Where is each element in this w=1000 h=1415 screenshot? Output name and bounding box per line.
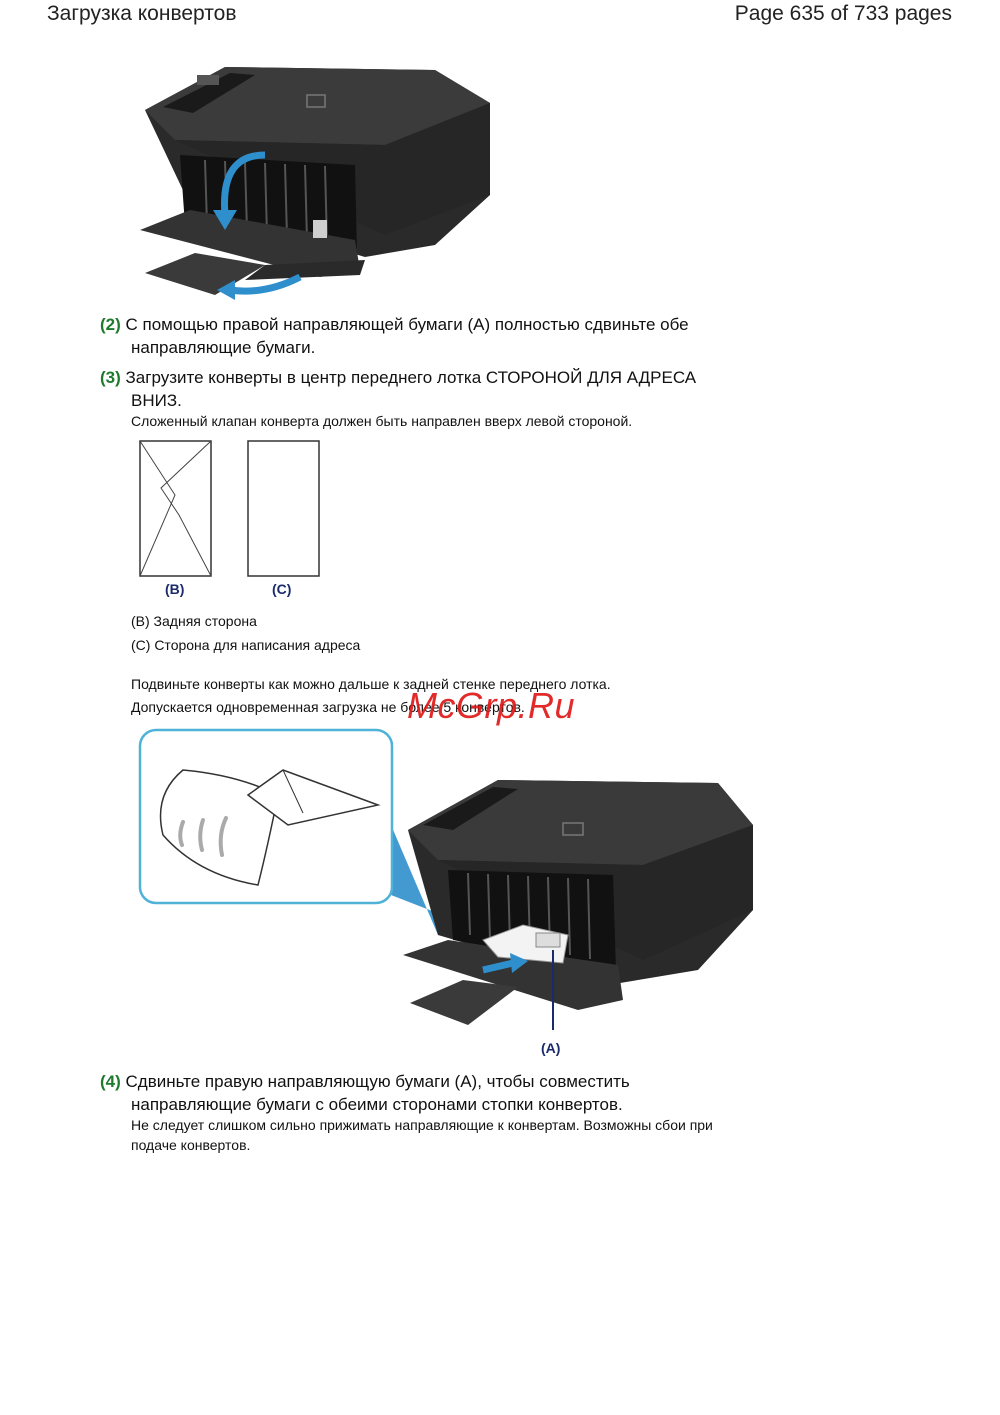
step-number: (2) bbox=[100, 315, 121, 334]
watermark: McGrp.Ru bbox=[407, 685, 576, 726]
step-text: С помощью правой направляющей бумаги (A) полностью сдвиньте обе bbox=[125, 315, 689, 334]
step-3-note: Сложенный клапан конверта должен быть направлен вверх левой стороной. bbox=[131, 413, 633, 429]
envelope-back-label: (B) bbox=[165, 581, 185, 597]
step-text: Загрузите конверты в центр переднего лотка СТОРОНОЙ ДЛЯ АДРЕСА bbox=[125, 368, 697, 387]
printer-open-tray-illustration bbox=[135, 45, 500, 305]
step-4-note-2: подаче конвертов. bbox=[131, 1137, 251, 1153]
envelope-front-label: (C) bbox=[272, 581, 292, 597]
step-4-continued: направляющие бумаги с обеими сторонами стопки конвертов. bbox=[131, 1095, 623, 1114]
step-4 bbox=[100, 1070, 630, 1093]
envelope-front-diagram bbox=[247, 440, 320, 578]
instruction-line-2: Допускается одновременная загрузка не более 5 конвертов. bbox=[131, 699, 525, 715]
step-text: Сдвиньте правую направляющую бумаги (A), чтобы совместить bbox=[125, 1072, 630, 1091]
legend-b: (B) Задняя сторона bbox=[131, 613, 257, 629]
page-indicator: Page 635 of 733 pages bbox=[734, 2, 952, 25]
page-title: Загрузка конвертов bbox=[47, 2, 237, 25]
step-number: (3) bbox=[100, 368, 121, 387]
step-3-continued: ВНИЗ. bbox=[131, 391, 182, 410]
step-2 bbox=[100, 313, 689, 336]
guide-label: (A) bbox=[541, 1040, 561, 1056]
step-4-note-1: Не следует слишком сильно прижимать направляющие к конвертам. Возможны сбои при bbox=[131, 1117, 713, 1133]
legend-c: (C) Сторона для написания адреса bbox=[131, 637, 361, 653]
step-number: (4) bbox=[100, 1072, 121, 1091]
envelope-loading-illustration bbox=[138, 725, 763, 1045]
step-2-continued: направляющие бумаги. bbox=[131, 338, 316, 357]
step-3 bbox=[100, 366, 696, 389]
instruction-line-1: Подвиньте конверты как можно дальше к задней стенке переднего лотка. bbox=[131, 676, 611, 692]
envelope-back-diagram bbox=[139, 440, 212, 578]
